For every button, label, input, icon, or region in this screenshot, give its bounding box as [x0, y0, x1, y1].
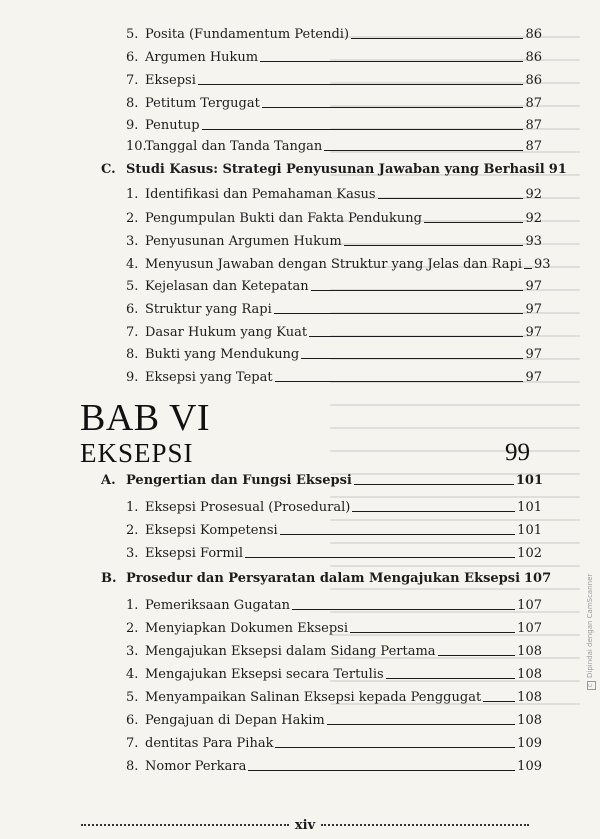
toc-entry: 10. Tanggal dan Tanda Tangan 87 — [126, 139, 542, 154]
toc-entry: 6. Pengajuan di Depan Hakim 108 — [126, 713, 542, 728]
chapter-page-number: 99 — [505, 439, 530, 466]
page-number: xiv — [294, 817, 316, 833]
toc-section-heading: A. Pengertian dan Fungsi Eksepsi 101 — [101, 473, 543, 488]
toc-entry: 1. Identifikasi dan Pemahaman Kasus 92 — [126, 187, 542, 202]
toc-entry: 2. Eksepsi Kompetensi 101 — [126, 523, 542, 538]
toc-entry: 4. Mengajukan Eksepsi secara Tertulis 108 — [126, 667, 542, 682]
footer-dotted-rule-right — [321, 824, 529, 826]
watermark-text: Dipindai dengan CamScanner — [586, 573, 594, 678]
toc-entry: 1. Eksepsi Prosesual (Prosedural) 101 — [126, 500, 542, 515]
footer-dotted-rule-left — [81, 824, 289, 826]
toc-entry: 1. Pemeriksaan Gugatan 107 — [126, 598, 542, 613]
chapter-title: EKSEPSI — [80, 438, 194, 468]
toc-entry: 5. Menyampaikan Salinan Eksepsi kepada Penggugat 108 — [126, 690, 542, 705]
toc-entry: 7. dentitas Para Pihak 109 — [126, 736, 542, 751]
toc-entry: 3. Penyusunan Argumen Hukum 93 — [126, 234, 542, 249]
toc-entry: 2. Pengumpulan Bukti dan Fakta Pendukung 92 — [126, 211, 542, 226]
toc-entry: 6. Struktur yang Rapi 97 — [126, 302, 542, 317]
toc-section-heading: C. Studi Kasus: Strategi Penyusunan Jawaban yang Berhasil 91 — [101, 162, 567, 177]
toc-entry: 9. Penutup 87 — [126, 118, 542, 133]
toc-entry: 2. Menyiapkan Dokumen Eksepsi 107 — [126, 621, 542, 636]
toc-entry: 3. Mengajukan Eksepsi dalam Sidang Pertama 108 — [126, 644, 542, 659]
toc-entry: 3. Eksepsi Formil 102 — [126, 546, 542, 561]
toc-entry: 5. Posita (Fundamentum Petendi) 86 — [126, 27, 542, 42]
toc-entry: 4. Menyusun Jawaban dengan Struktur yang Jelas dan Rapi 93 — [126, 257, 551, 272]
chapter-label: BAB VI — [80, 397, 211, 439]
toc-entry: 7. Dasar Hukum yang Kuat 97 — [126, 325, 542, 340]
toc-entry: 8. Bukti yang Mendukung 97 — [126, 347, 542, 362]
toc-entry: 8. Petitum Tergugat 87 — [126, 96, 542, 111]
toc-entry: 7. Eksepsi 86 — [126, 73, 542, 88]
toc-entry: 5. Kejelasan dan Ketepatan 97 — [126, 279, 542, 294]
toc-entry: 9. Eksepsi yang Tepat 97 — [126, 370, 542, 385]
scanner-logo-icon: C — [587, 681, 596, 690]
toc-section-heading: B. Prosedur dan Persyaratan dalam Mengajukan Eksepsi 107 — [101, 571, 552, 586]
scanner-watermark — [586, 574, 596, 690]
toc-entry: 8. Nomor Perkara 109 — [126, 759, 542, 774]
page-footer — [75, 816, 535, 834]
toc-entry: 6. Argumen Hukum 86 — [126, 50, 542, 65]
